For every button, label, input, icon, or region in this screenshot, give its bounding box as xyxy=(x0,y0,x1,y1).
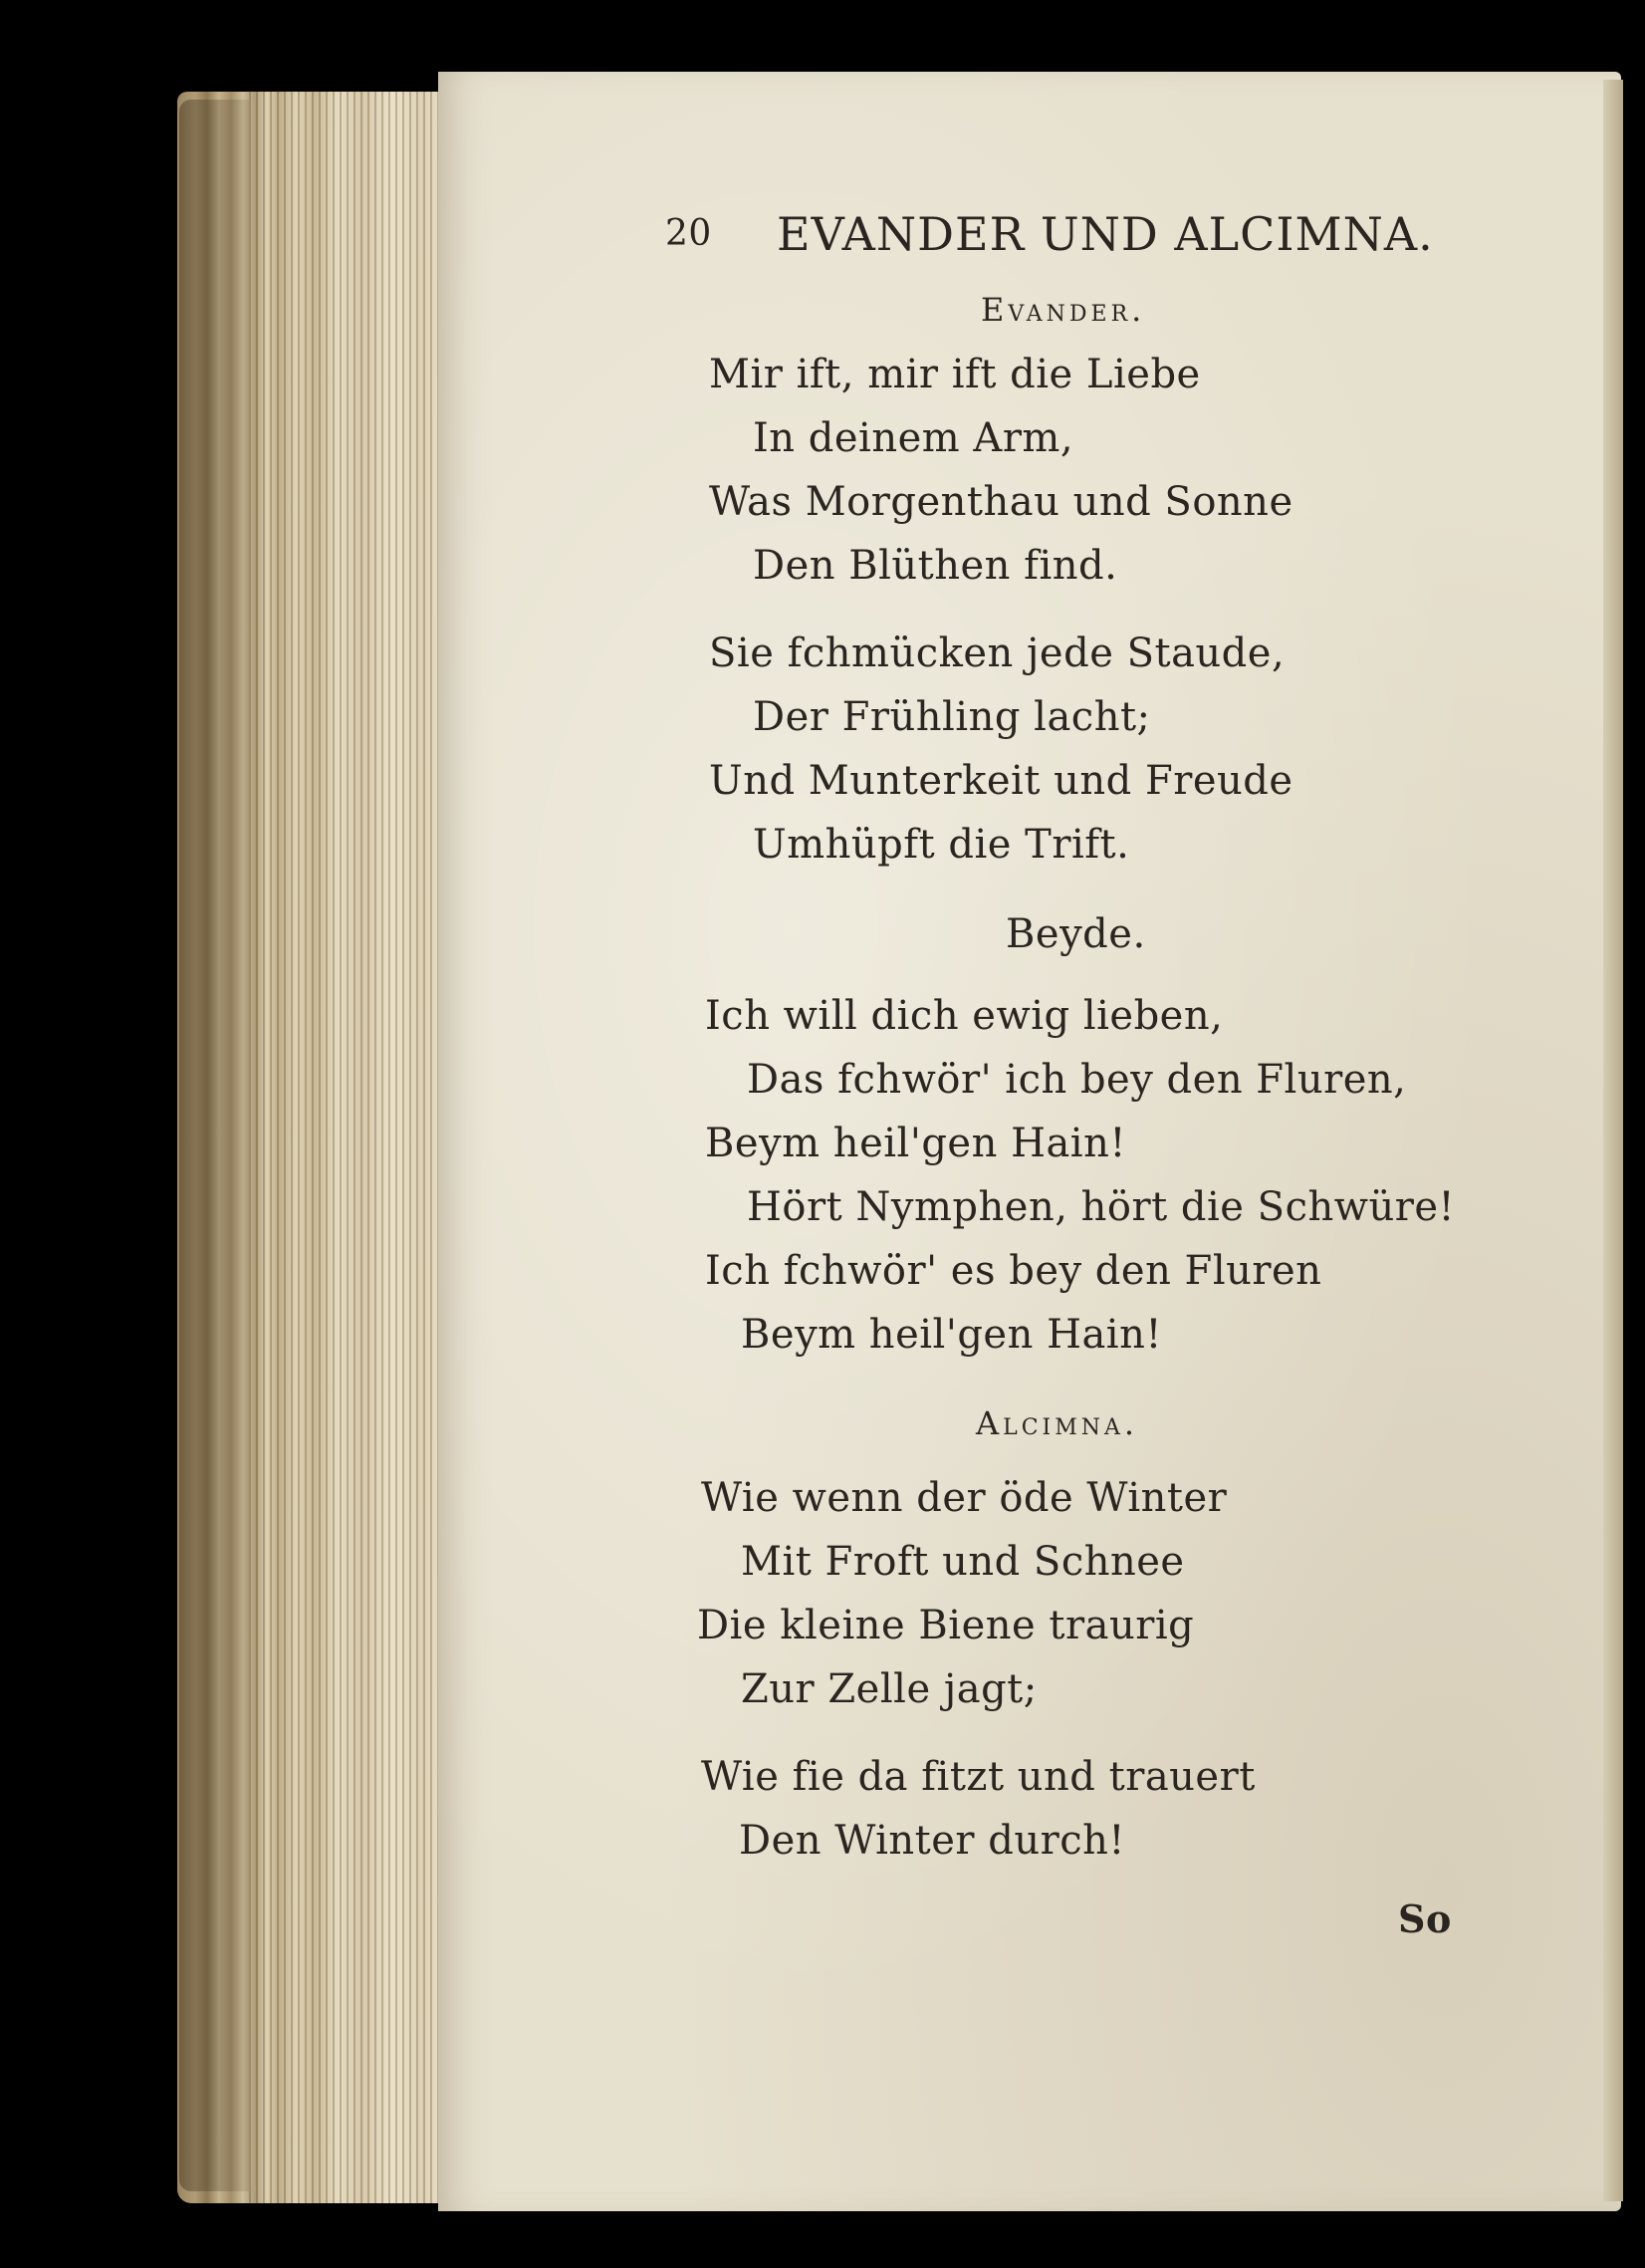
verse-line: Wie wenn der öde Winter xyxy=(701,1475,1228,1521)
speaker-beyde: Beyde. xyxy=(1006,911,1146,957)
verse-line: Umhüpft die Trift. xyxy=(753,822,1130,868)
running-title: EVANDER UND ALCIMNA. xyxy=(777,207,1434,261)
verse-line: Beym heil'gen Hain! xyxy=(741,1312,1162,1358)
verse-line: Die kleine Biene traurig xyxy=(697,1603,1195,1648)
verse-line: Was Morgenthau und Sonne xyxy=(709,479,1293,525)
page-number: 20 xyxy=(665,213,712,254)
verse-line: Mir ift, mir ift die Liebe xyxy=(709,352,1201,397)
verse-line: Den Winter durch! xyxy=(739,1818,1125,1864)
verse-line: Das fchwör' ich bey den Fluren, xyxy=(747,1057,1407,1103)
catchword: So xyxy=(1398,1896,1452,1941)
verse-line: Zur Zelle jagt; xyxy=(741,1666,1038,1712)
page-edge-lines xyxy=(249,92,463,2203)
binding-shadow xyxy=(179,100,249,2191)
verse-line: Mit Froft und Schnee xyxy=(741,1539,1185,1585)
verse-line: Sie fchmücken jede Staude, xyxy=(709,630,1286,676)
verse-line: Beym heil'gen Hain! xyxy=(705,1121,1126,1166)
verse-line: Ich fchwör' es bey den Fluren xyxy=(705,1248,1322,1294)
verse-line: In deinem Arm, xyxy=(753,415,1074,461)
speaker-evander: Evander. xyxy=(981,291,1146,329)
speaker-alcimna: Alcimna. xyxy=(976,1404,1139,1442)
facing-page-edge xyxy=(1603,80,1623,2201)
verse-line: Den Blüthen find. xyxy=(753,543,1118,589)
verse-line: Wie fie da fitzt und trauert xyxy=(701,1754,1256,1800)
verse-line: Der Frühling lacht; xyxy=(753,694,1151,740)
verse-line: Hört Nymphen, hört die Schwüre! xyxy=(747,1184,1456,1230)
verse-line: Und Munterkeit und Freude xyxy=(709,758,1293,804)
verse-line: Ich will dich ewig lieben, xyxy=(705,993,1224,1039)
